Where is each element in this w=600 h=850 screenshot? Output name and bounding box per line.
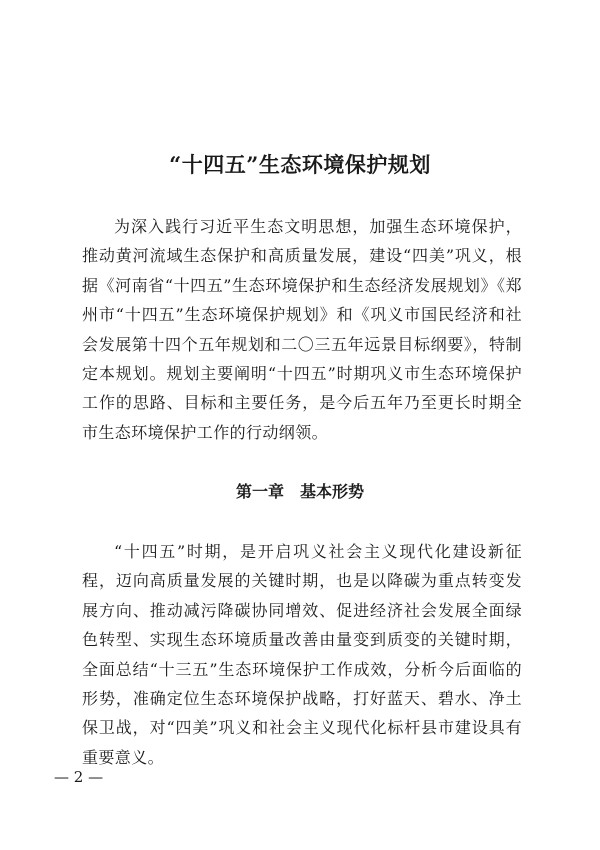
chapter-paragraph: “十四五”时期，是开启巩义社会主义现代化建设新征程，迈向高质量发展的关键时期，也是以降碳为重点转变发展方向、推动减污降碳协同增效、促进经济社会发展全面绿色转型、实现生态环境质量改善由量变到质变的关键时期，全面总结“十三五”生态环境保护工作成效，分析今后面临的形势，准确定位生态环境保护战略，打好蓝天、碧水、净土保卫战，对“四美”巩义和社会主义现代化标杆县市建设具有重要意义。	[82, 542, 522, 767]
chapter-heading: 第一章 基本形势	[235, 482, 364, 501]
intro-paragraph: 为深入践行习近平生态文明思想，加强生态环境保护，推动黄河流域生态保护和高质量发展，建设“四美”巩义，根据《河南省“十四五”生态环境保护和生态经济发展规划》《郑州市“十四五”生态环境保护规划》和《巩义市国民经济和社会发展第十四个五年规划和二〇三五年远景目标纲要》，特制定本规划。规划主要阐明“十四五”时期巩义市生态环境保护工作的思路、目标和主要任务，是今后五年乃至更长时期全市生态环境保护工作的行动纲领。	[82, 217, 522, 442]
document-title: “十四五”生态环境保护规划	[169, 152, 431, 177]
page-number: — 2 —	[54, 768, 104, 786]
